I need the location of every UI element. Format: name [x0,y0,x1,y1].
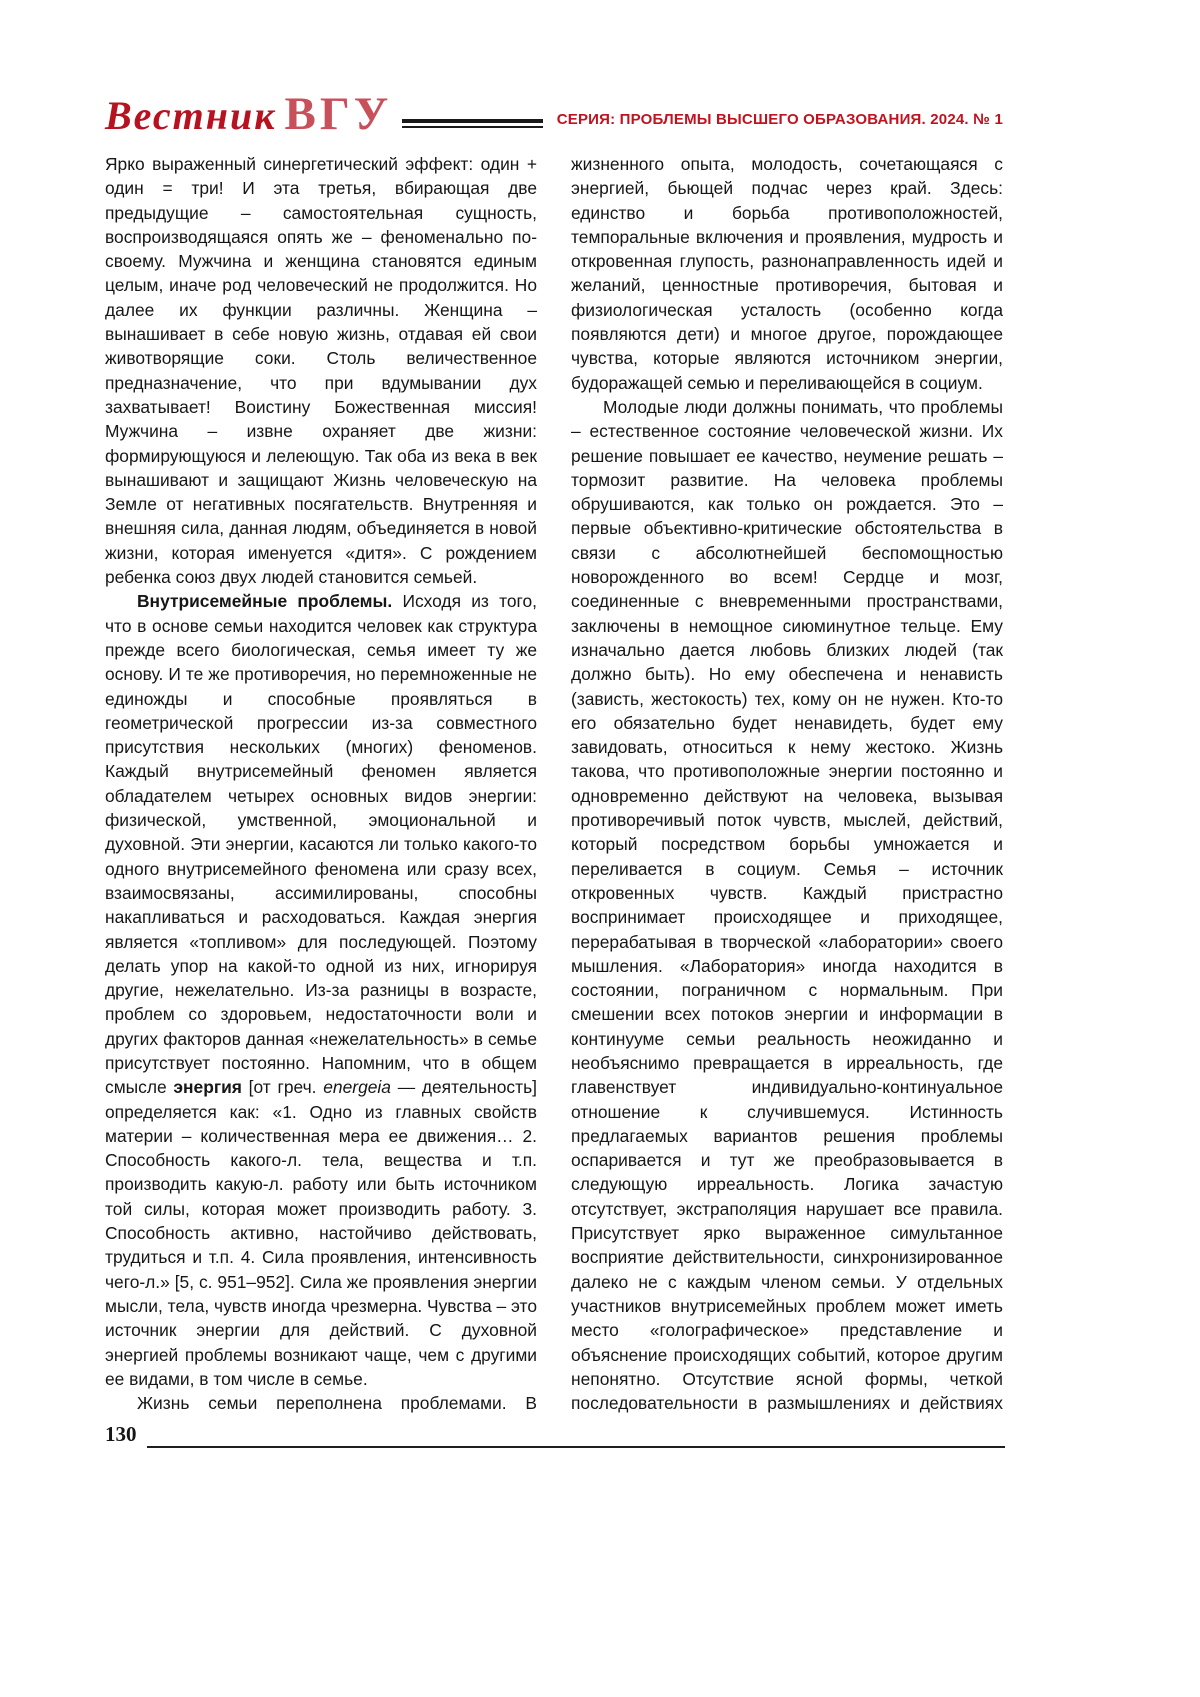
paragraph [105,1391,537,1414]
paragraph [105,152,537,589]
left-column [105,152,537,1414]
text-run: — деятельность] определяется как: «1. Одно из главных свойств материи – количественная мера ее движения… 2. Способность какого-л. тела, вещества и т.п. производить какую-л. работу или быть источником той силы, которая может производить работу. 3. Способность активно, настойчиво действовать, трудиться и т.п. 4. Сила проявления, интенсивность чего-л.» [5, с. 951–952]. Сила же проявления энергии мысли, тела, чувств иногда чрезмерна. Чувства – это источник энергии для действий. С духовной энергией проблемы возникают чаще, чем с другими ее видами, в том числе в семье. [105,1077,537,1389]
text-run: жизненного опыта, молодость, сочетающаяся с энергией, бьющей подчас через край. Здесь: единство и борьба противоположностей, темпоральные включения и проявления, мудрость и откровенная глупость, разнонаправленность идей и желаний, ценностные противоречия, бытовая и физиологическая усталость (особенно когда появляются дети) и многое другое, порождающее чувства, которые являются источником энергии, будоражащей семью и переливающейся в социум. [571,154,1003,393]
article-body [105,152,1003,1414]
journal-logo [105,88,393,140]
text-run: Исходя из того, что в основе семьи находится человек как структура прежде всего биологическая, семья имеет ту же основу. И те же противоречия, но перемноженные не единожды и способные проявляться в геометрической прогрессии из-за совместного присутствия нескольких (многих) феноменов. Каждый внутрисемейный феномен является обладателем четырех основных видов энергии: физической, умственной, эмоциональной и духовной. Эти энергии, касаются ли только какого-то одного внутрисемейного феномена или сразу всех, взаимосвязаны, ассимилированы, способны накапливаться и расходоваться. Каждая энергия является «топливом» для последующей. Поэтому делать упор на какой-то одной из них, игнорируя другие, нежелательно. Из-за разницы в возрасте, проблем со здоровьем, недостаточности воли и других факторов данная «нежелательность» в семье присутствует постоянно. Напомним, что в общем смысле [105,591,537,1098]
page-header [105,88,1003,140]
text-run: Внутрисемейные проблемы. [137,591,393,612]
paragraph [571,395,1003,1414]
footer-rule [147,1446,1006,1448]
paragraph [105,589,537,1391]
text-run: Ярко выраженный синергетический эффект: один + один = три! И эта третья, вбирающая две предыдущие – самостоятельная сущность, воспроизводящаяся опять же – феноменально по-своему. Мужчина и женщина становятся единым целым, иначе род человеческий не продолжится. Но далее их функции различны. Женщина – вынашивает в себе новую жизнь, отдавая ей свои животворящие соки. Столь величественное предназначение, что при вдумывании дух захватывает! Воистину Божественная миссия! Мужчина – извне охраняет две жизни: формирующуюся и лелеющую. Так оба из века в век вынашивают и защищают Жизнь человеческую на Земле от негативных посягательств. Внутренняя и внешняя сила, данная людям, объединяется в новой жизни, которая именуется «дитя». С рождением ребенка союз двух людей становится семьей. [105,154,537,588]
series-title: СЕРИЯ: ПРОБЛЕМЫ ВЫСШЕГО ОБРАЗОВАНИЯ. 2024. № 1 [556,111,1003,129]
right-column [571,152,1003,1414]
paragraph [571,152,1003,395]
text-run: Молодые люди должны понимать, что проблемы – естественное состояние человеческой жизни. Их решение повышает ее качество, неумение решать – тормозит развитие. На человека проблемы обрушиваются, как только он рождается. Это – первые объективно-критические обстоятельства в связи с абсолютнейшей беспомощностью новорожденного во всем! Сердце и мозг, соединенные с вневременными пространствами, заключены в немощное сиюминутное тельце. Ему изначально дается любовь близких людей (так должно быть). Но ему обеспечена и ненависть (зависть, жестокость) тех, кому он не нужен. Кто-то его обязательно будет ненавидеть, будет ему завидовать, относиться к нему жестоко. Жизнь такова, что противоположные энергии постоянно и одновременно действуют на человека, вызывая противоречивый поток чувств, мыслей, действий, который посредством борьбы умножается и переливается в социум. Семья – источник откровенных чувств. Каждый пристрастно воспринимает происходящее и приходящее, перерабатывая в творческой «лаборатории» своего мышления. «Лаборатория» иногда находится в состоянии, пограничном с нормальным. При смешении всех потоков энергии и информации в континууме семьи реальность неожиданно и необъяснимо превращается в ирреальность, где главенствует индивидуально-континуальное отношение к случившемуся. Истинность предлагаемых вариантов решения проблемы оспаривается и тут же преобразовывается в следующую ирреальность. Логика зачастую отсутствует, экстраполяция нарушает все правила. Присутствует ярко выраженное симультанное восприятие действительности, синхронизированное далеко не с каждым членом семьи. У отдельных участников внутрисемейных проблем может иметь место «голографическое» представление и объяснение происходящих событий, которое другим непонятно. Отсутствие ясной формы, четкой последовательности в размышлениях и действиях [571,396,1003,1414]
text-run: [от греч. [241,1077,324,1098]
text-run: energeia [323,1077,391,1098]
page-number: 130 [105,1422,137,1446]
header-double-rule [402,119,542,128]
journal-logo-vgu: ВГУ [284,88,393,140]
text-run: Жизнь семьи переполнена проблемами. В [137,1393,537,1414]
journal-logo-vestnik: Вестник [105,93,277,138]
text-run: энергия [173,1077,242,1098]
page-footer [105,1424,1005,1445]
